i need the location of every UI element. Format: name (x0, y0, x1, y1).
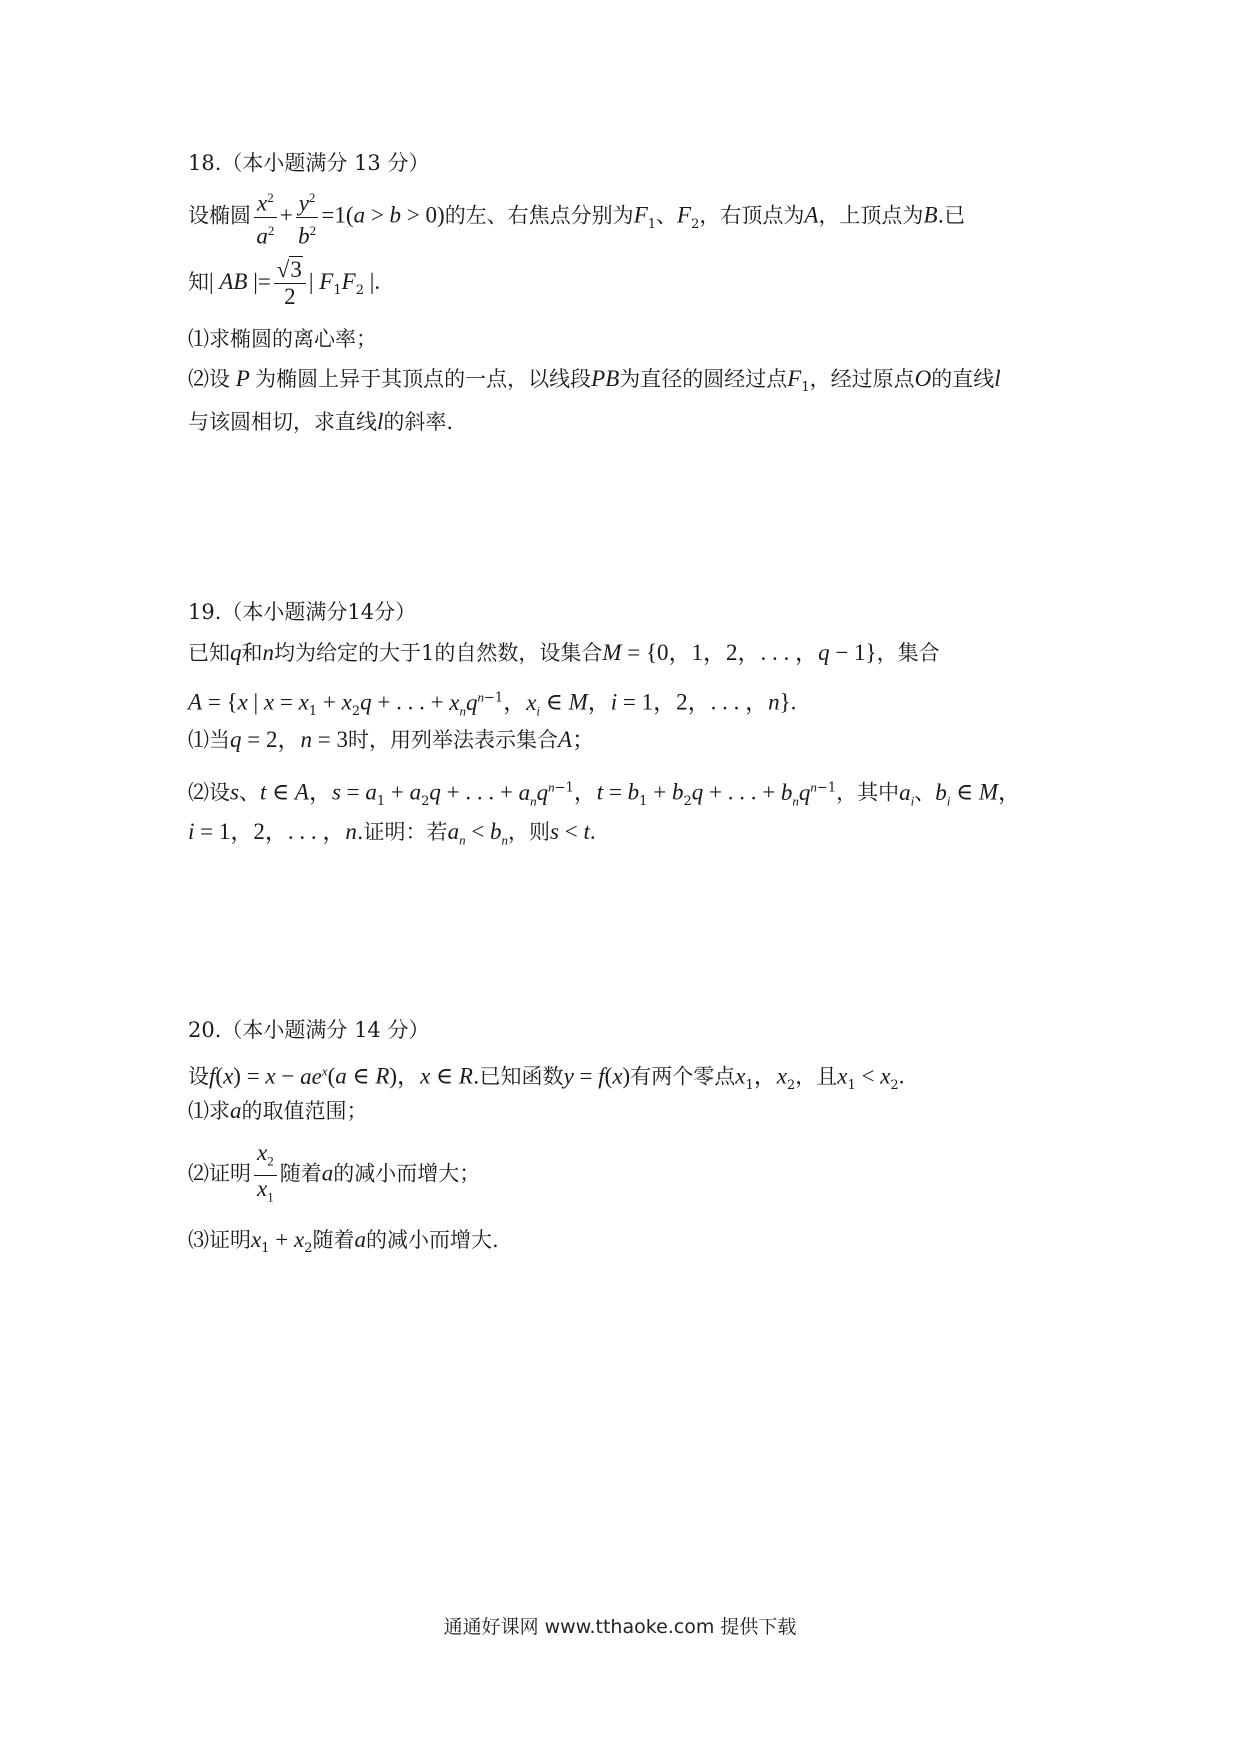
q20-part1: ⑴求a的取值范围； (188, 1098, 368, 1123)
q18-header: 18.（本小题满分 13 分） (188, 151, 430, 175)
q19-line1: 已知q和n均为给定的大于1的自然数，设集合M = {0，1，2，. . . ，q − 1}，集合 (188, 640, 940, 665)
q19-part2: ⑵设s、t ∈ A，$s = a_1 + a_2q$ + . . . + $a_nq^{n-1}$，$t = b_1 + b_2q$ + . . . + $b_nq^{n-1}$，其中$a_i$、$b_i$ ∈ M， (188, 779, 1022, 809)
q19-part2-cont: i = 1，2，. . . ，n.证明：若$a_n < b_n$，则s < t. (188, 819, 596, 848)
q20-part3: ⑶证明$x_1 + x_2$随着a的减小而增大. (188, 1227, 499, 1257)
q20-line1: 设$f(x) = x - ae^x(a$ ∈ R)，x ∈ R.已知函数y = f(x)有两个零点$x_1$，$x_2$，且$x_1 < x_2$. (188, 1063, 905, 1093)
q20-header: 20.（本小题满分 14 分） (188, 1018, 430, 1042)
q18-part2-cont: 与该圆相切，求直线l的斜率. (188, 409, 454, 434)
fraction-x2-x1: $\frac{x_2}{x_1}$ (254, 1140, 277, 1210)
fraction-y2-b2: $\frac{y^2}{b^2}$ (296, 185, 319, 249)
q19-header: 19.（本小题满分14分） (188, 600, 417, 624)
fraction-x2-a2: $\frac{x^2}{a^2}$ (254, 185, 277, 249)
footer-source: 通通好课网 www.tthaoke.com 提供下载 (443, 1616, 797, 1638)
q18-part2: ⑵设 P 为椭圆上异于其顶点的一点，以线段PB为直径的圆经过点$F_1$，经过原点O的直线l (188, 366, 1001, 396)
fraction-sqrt3-2: $\frac{√3}{2}$ (274, 257, 306, 310)
q19-set-a: A = {x | $x = x_1 + x_2q$ + . . . + $x_nq^{n-1}$，$x_i$ ∈ M，i = 1，2，. . . ，n}. (188, 689, 797, 719)
q20-part2: ⑵证明 $\frac{x_2}{x_1}$ 随着a的减小而增大； (188, 1140, 480, 1204)
q19-part1: ⑴当q = 2，n = 3时，用列举法表示集合A； (188, 727, 596, 752)
q18-part1: ⑴求椭圆的离心率； (188, 327, 377, 351)
q18-condition: 知| AB |= $\frac{√3}{2}$ | $F_1F_2$ |. (188, 257, 381, 309)
q18-intro: 设椭圆 $\frac{x^2}{a^2}$ + $\frac{y^2}{b^2}$ =1(a > b > 0)的左、右焦点分别为$F_1$、$F_2$，右顶点为A，上顶点为B.已 (188, 185, 965, 245)
